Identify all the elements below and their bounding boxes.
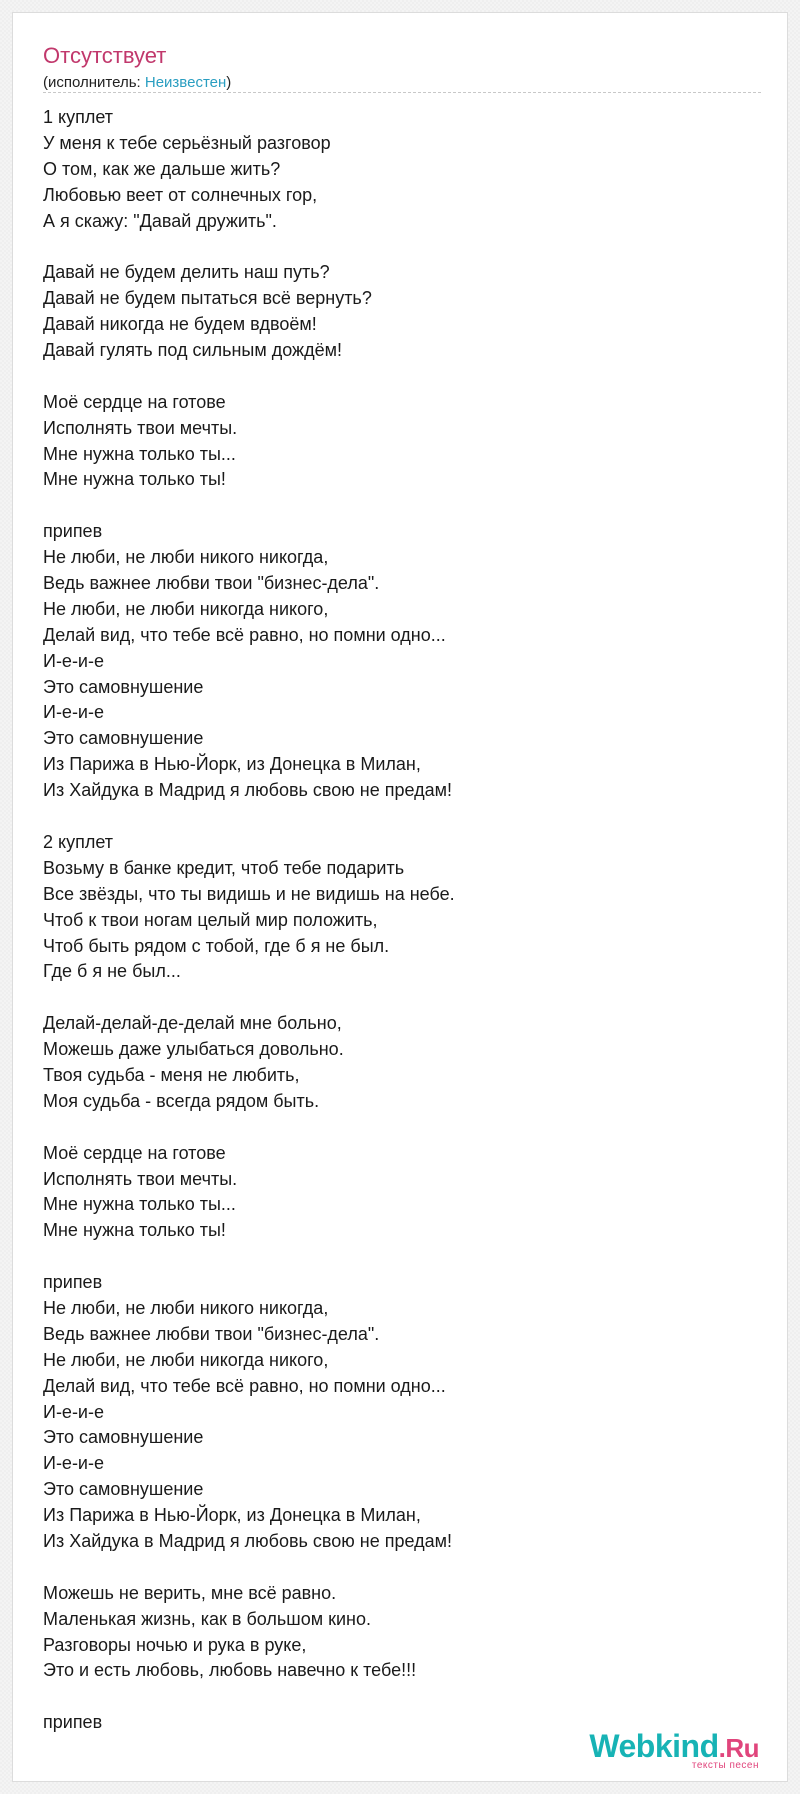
blank-line bbox=[43, 804, 761, 830]
lyric-line: И-е-и-е bbox=[43, 1453, 104, 1474]
logo-name: Webkind bbox=[589, 1728, 719, 1764]
lyric-line: Не люби, не люби никогда никого, bbox=[43, 1349, 329, 1370]
lyric-line: Это самовнушение bbox=[43, 1479, 204, 1500]
lyric-line: Из Хайдука в Мадрид я любовь свою не предам! bbox=[43, 780, 452, 801]
lyric-line: Делай вид, что тебе всё равно, но помни одно... bbox=[43, 624, 446, 645]
lyric-line: припев bbox=[43, 1712, 103, 1733]
song-title: Отсутствует bbox=[43, 43, 167, 68]
blank-line bbox=[43, 234, 761, 260]
lyric-line: Не люби, не люби никогда никого, bbox=[43, 598, 329, 619]
dashed-divider bbox=[43, 92, 761, 93]
lyric-line: Маленькая жизнь, как в большом кино. bbox=[43, 1608, 371, 1629]
lyric-line: Давай не будем пытаться всё вернуть? bbox=[43, 288, 372, 309]
logo-tld: .Ru bbox=[718, 1733, 759, 1763]
site-logo[interactable] bbox=[589, 1730, 759, 1771]
lyric-line: 1 куплет bbox=[43, 107, 113, 127]
performer-prefix: (исполнитель: bbox=[43, 74, 145, 91]
lyric-line: И-е-и-е bbox=[43, 650, 104, 671]
lyric-line: У меня к тебе серьёзный разговор bbox=[43, 132, 331, 153]
lyric-line: Чтоб к твои ногам целый мир положить, bbox=[43, 909, 378, 930]
lyric-line: И-е-и-е bbox=[43, 702, 104, 723]
lyric-line: Давай не будем делить наш путь? bbox=[43, 262, 330, 283]
lyric-line: Исполнять твои мечты. bbox=[43, 417, 238, 438]
lyric-line: Твоя судьба - меня не любить, bbox=[43, 1064, 300, 1085]
lyric-line: 2 куплет bbox=[43, 831, 113, 852]
logo-tagline: тексты песен bbox=[691, 1760, 759, 1771]
lyric-line: О том, как же дальше жить? bbox=[43, 158, 281, 179]
lyrics-page bbox=[12, 12, 788, 1782]
performer-line bbox=[43, 74, 231, 91]
lyric-line: Делай вид, что тебе всё равно, но помни одно... bbox=[43, 1375, 446, 1396]
lyric-line: Из Хайдука в Мадрид я любовь свою не предам! bbox=[43, 1530, 452, 1551]
lyric-line: Это самовнушение bbox=[43, 728, 204, 749]
lyric-line: Моё сердце на готове bbox=[43, 391, 226, 412]
performer-suffix: ) bbox=[226, 74, 232, 91]
lyric-line: Мне нужна только ты... bbox=[43, 443, 236, 464]
lyric-line: Где б я не был... bbox=[43, 961, 181, 982]
lyric-line: А я скажу: "Давай дружить". bbox=[43, 210, 277, 231]
lyric-line: припев bbox=[43, 1272, 103, 1293]
lyric-line: Не люби, не люби никого никогда, bbox=[43, 547, 329, 568]
blank-line bbox=[43, 985, 761, 1011]
lyric-line: Из Парижа в Нью-Йорк, из Донецка в Милан, bbox=[43, 754, 421, 775]
blank-line bbox=[43, 1244, 761, 1270]
lyric-line: Можешь не верить, мне всё равно. bbox=[43, 1582, 337, 1603]
lyric-line: Ведь важнее любви твои "бизнес-дела". bbox=[43, 573, 380, 594]
lyric-line: Мне нужна только ты... bbox=[43, 1194, 236, 1215]
lyric-line: Мне нужна только ты! bbox=[43, 1220, 226, 1241]
blank-line bbox=[43, 364, 761, 390]
lyric-line: Можешь даже улыбаться довольно. bbox=[43, 1039, 344, 1060]
lyric-line: Давай никогда не будем вдвоём! bbox=[43, 314, 317, 335]
lyric-line: Чтоб быть рядом с тобой, где б я не был. bbox=[43, 935, 390, 956]
lyric-line: Не люби, не люби никого никогда, bbox=[43, 1297, 329, 1318]
lyric-line: Ведь важнее любви твои "бизнес-дела". bbox=[43, 1323, 380, 1344]
lyric-line: Давай гулять под сильным дождём! bbox=[43, 340, 342, 361]
blank-line bbox=[43, 1555, 761, 1581]
lyric-line: припев bbox=[43, 521, 103, 542]
lyric-line: Разговоры ночью и рука в руке, bbox=[43, 1634, 307, 1655]
lyric-line: Возьму в банке кредит, чтоб тебе подарить bbox=[43, 857, 405, 878]
lyric-line: И-е-и-е bbox=[43, 1401, 104, 1422]
lyric-line: Моё сердце на готове bbox=[43, 1142, 226, 1163]
lyric-line: Любовью веет от солнечных гор, bbox=[43, 184, 318, 205]
lyric-line: Все звёзды, что ты видишь и не видишь на небе. bbox=[43, 883, 455, 904]
lyrics-text bbox=[43, 105, 761, 1736]
logo-wordmark bbox=[589, 1730, 759, 1762]
lyric-line: Из Парижа в Нью-Йорк, из Донецка в Милан, bbox=[43, 1505, 421, 1526]
blank-line bbox=[43, 1115, 761, 1141]
lyric-line: Исполнять твои мечты. bbox=[43, 1168, 238, 1189]
lyric-line: Это самовнушение bbox=[43, 676, 204, 697]
lyric-line: Это и есть любовь, любовь навечно к тебе!!! bbox=[43, 1660, 417, 1681]
blank-line bbox=[43, 1684, 761, 1710]
blank-line bbox=[43, 493, 761, 519]
lyric-line: Делай-делай-де-делай мне больно, bbox=[43, 1013, 342, 1034]
lyric-line: Это самовнушение bbox=[43, 1427, 204, 1448]
lyric-line: Мне нужна только ты! bbox=[43, 469, 226, 490]
performer-link[interactable]: Неизвестен bbox=[144, 74, 227, 91]
lyric-line: Моя судьба - всегда рядом быть. bbox=[43, 1090, 320, 1111]
